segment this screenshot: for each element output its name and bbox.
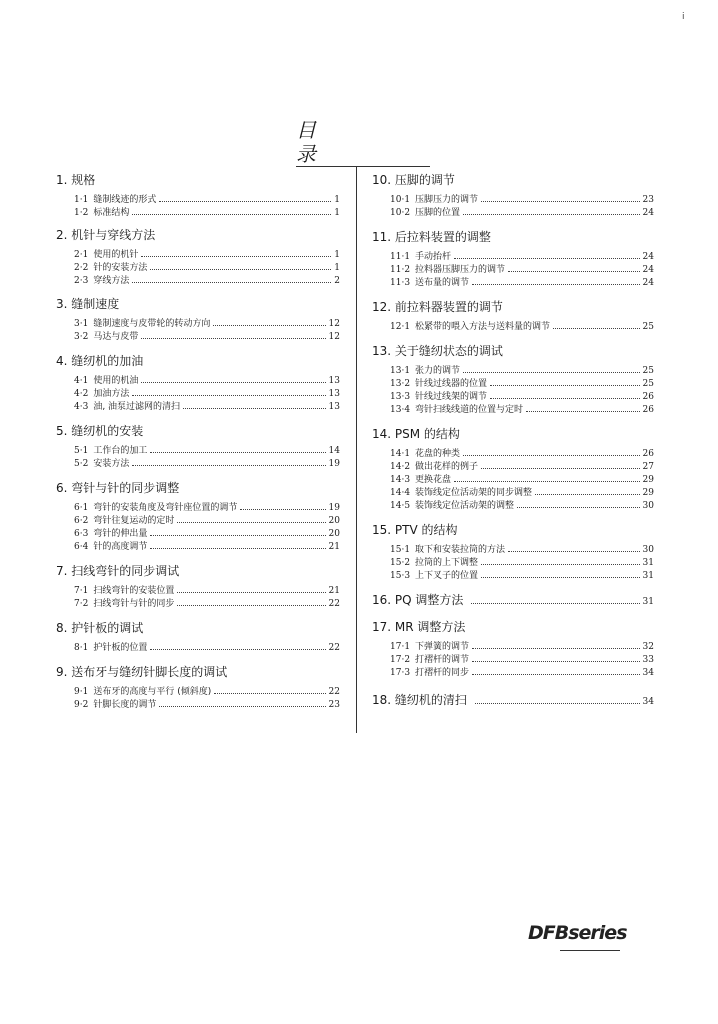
entry-number: 7·2: [74, 599, 89, 609]
toc-section: [372, 172, 654, 220]
toc-section: [372, 522, 654, 583]
dot-leader: [150, 452, 325, 453]
entry-title: 取下和安装拉筒的方法: [415, 545, 506, 555]
toc-section: [56, 296, 340, 344]
toc-section: [372, 229, 654, 290]
entry-number: 6·2: [74, 516, 89, 526]
column-divider: [356, 166, 357, 733]
toc-entry[interactable]: [56, 318, 340, 331]
toc-section-heading: 17. MR 调整方法: [372, 620, 466, 634]
dot-leader: [132, 282, 331, 283]
entry-number: 15·2: [390, 558, 411, 568]
dot-leader: [214, 693, 325, 694]
logo-underline: [560, 950, 620, 951]
entry-number: 17·1: [390, 642, 411, 652]
entry-number: 10·1: [390, 195, 411, 205]
toc-entry[interactable]: [56, 598, 340, 611]
entry-title: 针的安装方法: [93, 263, 148, 273]
toc-section: [56, 563, 340, 611]
toc-entry[interactable]: [372, 654, 654, 667]
entry-number: 5·2: [74, 459, 89, 469]
entry-number: 9·2: [74, 700, 89, 710]
page-number: 30: [642, 501, 654, 511]
toc-entry[interactable]: [56, 541, 340, 554]
entry-number: 11·1: [390, 252, 411, 262]
dot-leader: [141, 338, 325, 339]
entry-title: 针的高度调节: [93, 542, 148, 552]
toc-left-column: [56, 172, 340, 712]
page-number: 19: [328, 503, 340, 513]
page-number: 13: [328, 389, 340, 399]
entry-number: 4·2: [74, 389, 89, 399]
page-number: 12: [328, 332, 340, 342]
toc-entry[interactable]: [372, 207, 654, 220]
toc-entry[interactable]: [56, 686, 340, 699]
dot-leader: [481, 577, 639, 578]
dot-leader: [454, 258, 639, 259]
dot-leader: [463, 214, 639, 215]
toc-entry[interactable]: [372, 321, 654, 334]
toc-entry[interactable]: [372, 448, 654, 461]
entry-title: 拉筒的上下调整: [415, 558, 479, 568]
toc-section: [56, 423, 340, 471]
toc-entry[interactable]: [372, 487, 654, 500]
entry-title: 油, 油泵过滤网的清扫: [93, 402, 181, 412]
dot-leader: [132, 214, 331, 215]
entry-title: 扫线弯针的安装位置: [93, 586, 175, 596]
entry-title: 上下叉子的位置: [415, 571, 479, 581]
page-number: 26: [642, 449, 654, 459]
toc-entry[interactable]: [56, 502, 340, 515]
toc-entry[interactable]: [372, 570, 654, 583]
dot-leader: [150, 548, 325, 549]
page-number: 27: [642, 462, 654, 472]
entry-number: 3·1: [74, 319, 89, 329]
toc-section: [372, 426, 654, 513]
dot-leader: [159, 201, 331, 202]
toc-section: [372, 299, 654, 334]
dot-leader: [481, 564, 639, 565]
toc-entry[interactable]: [372, 391, 654, 404]
page-number: 34: [642, 668, 654, 678]
dot-leader: [472, 648, 639, 649]
page-number: 21: [328, 542, 340, 552]
dot-leader: [475, 703, 640, 704]
toc-section: [372, 692, 654, 710]
toc-entry[interactable]: [372, 461, 654, 474]
page-number: 23: [328, 700, 340, 710]
toc-entry[interactable]: [372, 277, 654, 290]
page-number: 29: [642, 488, 654, 498]
page-number: 24: [642, 208, 654, 218]
page-number: 14: [328, 446, 340, 456]
dot-leader: [177, 592, 325, 593]
entry-title: 拉料器压脚压力的调节: [415, 265, 506, 275]
toc-entry[interactable]: [372, 474, 654, 487]
dot-leader: [535, 494, 639, 495]
entry-number: 12·1: [390, 322, 411, 332]
entry-title: 下弹簧的调节: [415, 642, 470, 652]
page-number: 2: [334, 276, 340, 286]
entry-title: 缝制线迹的形式: [93, 195, 157, 205]
toc-entry[interactable]: [56, 275, 340, 288]
entry-number: 13·1: [390, 366, 411, 376]
toc-section-heading: 4. 缝纫机的加油: [56, 354, 144, 368]
toc-entry[interactable]: [56, 207, 340, 220]
entry-number: 14·4: [390, 488, 411, 498]
toc-section: [56, 353, 340, 414]
entry-title: 弯针的伸出量: [93, 529, 148, 539]
dot-leader: [517, 507, 639, 508]
page-number: 24: [642, 252, 654, 262]
toc-section-heading: 2. 机针与穿线方法: [56, 228, 156, 242]
dot-leader: [132, 395, 325, 396]
toc-entry[interactable]: [56, 445, 340, 458]
entry-title: 做出花样的例子: [415, 462, 479, 472]
entry-number: 4·3: [74, 402, 89, 412]
dot-leader: [213, 325, 325, 326]
toc-section-heading: 15. PTV 的结构: [372, 523, 458, 537]
dot-leader: [177, 605, 325, 606]
toc-section-heading: 13. 关于缝纫状态的调试: [372, 344, 503, 358]
page-number: 12: [328, 319, 340, 329]
entry-number: 14·1: [390, 449, 411, 459]
page-number: 20: [328, 529, 340, 539]
dot-leader: [553, 328, 639, 329]
page-number: 1: [334, 250, 340, 260]
toc-entry[interactable]: [372, 667, 654, 680]
entry-title: 扫线弯针与针的同步: [93, 599, 175, 609]
dot-leader: [490, 385, 639, 386]
page-number: 25: [642, 366, 654, 376]
entry-title: 压脚压力的调节: [415, 195, 479, 205]
dot-leader: [141, 256, 331, 257]
page-number: 26: [642, 405, 654, 415]
page-number: 19: [328, 459, 340, 469]
toc-section-heading: 10. 压脚的调节: [372, 173, 455, 187]
entry-number: 6·3: [74, 529, 89, 539]
entry-number: 1·2: [74, 208, 89, 218]
entry-title: 花盘的种类: [415, 449, 461, 459]
page-number: 26: [642, 392, 654, 402]
toc-section-heading: 9. 送布牙与缝纫针脚长度的调试: [56, 665, 228, 679]
entry-number: 14·5: [390, 501, 411, 511]
entry-title: 打褶杆的同步: [415, 668, 470, 678]
toc-entry[interactable]: [56, 249, 340, 262]
dot-leader: [454, 481, 639, 482]
entry-title: 装饰线定位活动架的调整: [415, 501, 515, 511]
toc-section-heading: 11. 后拉料装置的调整: [372, 230, 491, 244]
toc-entry[interactable]: [56, 699, 340, 712]
toc-entry[interactable]: [56, 458, 340, 471]
dot-leader: [508, 271, 639, 272]
toc-section: [56, 480, 340, 554]
toc-section: [56, 620, 340, 655]
entry-title: 弯针往复运动的定时: [93, 516, 175, 526]
page-number: 22: [328, 643, 340, 653]
dot-leader: [481, 468, 639, 469]
dot-leader: [132, 465, 325, 466]
toc-entry[interactable]: [56, 528, 340, 541]
toc-section-heading: 16. PQ 调整方法: [372, 593, 464, 607]
toc-entry[interactable]: [372, 404, 654, 417]
entry-number: 15·1: [390, 545, 411, 555]
page-number: 33: [642, 655, 654, 665]
toc-section-heading: 8. 护针板的调试: [56, 621, 144, 635]
entry-title: 标准结构: [93, 208, 130, 218]
toc-section-heading: 3. 缝制速度: [56, 297, 120, 311]
entry-title: 马达与皮带: [93, 332, 139, 342]
page-number: 13: [328, 376, 340, 386]
dot-leader: [508, 551, 639, 552]
entry-title: 手动抬杆: [415, 252, 452, 262]
page-number: 31: [642, 558, 654, 568]
entry-number: 14·2: [390, 462, 411, 472]
page-number: 24: [642, 278, 654, 288]
entry-title: 加油方法: [93, 389, 130, 399]
toc-section: [372, 592, 654, 610]
toc-entry[interactable]: [56, 375, 340, 388]
entry-title: 弯针扫线线道的位置与定时: [415, 405, 524, 415]
entry-number: 7·1: [74, 586, 89, 596]
page-number: 32: [642, 642, 654, 652]
page-number: 21: [328, 586, 340, 596]
dot-leader: [472, 284, 639, 285]
page-title: 目 录: [296, 118, 430, 167]
toc-entry[interactable]: [372, 500, 654, 513]
toc-section-heading: 1. 规格: [56, 173, 96, 187]
dot-leader: [481, 201, 639, 202]
toc-entry[interactable]: [56, 262, 340, 275]
entry-number: 13·3: [390, 392, 411, 402]
dot-leader: [150, 269, 331, 270]
toc-entry[interactable]: [372, 641, 654, 654]
entry-number: 1·1: [74, 195, 89, 205]
entry-number: 15·3: [390, 571, 411, 581]
toc-section: [372, 619, 654, 680]
toc-section-heading: 18. 缝纫机的清扫: [372, 693, 467, 707]
entry-number: 10·2: [390, 208, 411, 218]
entry-title: 护针板的位置: [93, 643, 148, 653]
toc-entry[interactable]: [56, 585, 340, 598]
entry-title: 针线过线器的位置: [415, 379, 488, 389]
page-number: 1: [334, 208, 340, 218]
dot-leader: [490, 398, 639, 399]
dfb-series-logo: DFBseries: [528, 922, 627, 944]
dot-leader: [141, 382, 325, 383]
toc-section-heading: 14. PSM 的结构: [372, 427, 460, 441]
toc-right-column: [372, 172, 654, 710]
toc-entry[interactable]: [372, 365, 654, 378]
toc-entry[interactable]: [56, 642, 340, 655]
page-number: 34: [642, 697, 654, 707]
entry-number: 13·4: [390, 405, 411, 415]
dot-leader: [177, 522, 325, 523]
page-number: 25: [642, 379, 654, 389]
toc-section-heading: 7. 扫线弯针的同步调试: [56, 564, 180, 578]
page-number: 22: [328, 599, 340, 609]
page-number: 25: [642, 322, 654, 332]
entry-title: 打褶杆的调节: [415, 655, 470, 665]
page-number: 20: [328, 516, 340, 526]
entry-title: 针线过线架的调节: [415, 392, 488, 402]
toc-entry[interactable]: [372, 557, 654, 570]
page-number: 29: [642, 475, 654, 485]
toc-entry[interactable]: [56, 194, 340, 207]
toc-section: [56, 172, 340, 220]
entry-title: 松紧带的喂入方法与送料量的调节: [415, 322, 551, 332]
page-number: 30: [642, 545, 654, 555]
entry-title: 安装方法: [93, 459, 130, 469]
entry-title: 工作台的加工: [93, 446, 148, 456]
entry-title: 使用的机针: [93, 250, 139, 260]
entry-number: 17·2: [390, 655, 411, 665]
entry-number: 13·2: [390, 379, 411, 389]
toc-section-heading-entry[interactable]: [372, 692, 654, 710]
toc-entry[interactable]: [372, 251, 654, 264]
dot-leader: [150, 535, 325, 536]
entry-title: 压脚的位置: [415, 208, 461, 218]
page-number: 31: [642, 571, 654, 581]
entry-number: 17·3: [390, 668, 411, 678]
dot-leader: [150, 649, 325, 650]
toc-entry[interactable]: [372, 378, 654, 391]
entry-title: 送布量的调节: [415, 278, 470, 288]
toc-entry[interactable]: [56, 331, 340, 344]
toc-section-heading: 12. 前拉料器装置的调节: [372, 300, 503, 314]
entry-number: 11·3: [390, 278, 411, 288]
toc-entry[interactable]: [56, 388, 340, 401]
toc-section: [56, 664, 340, 712]
entry-number: 2·3: [74, 276, 89, 286]
page-number: 23: [642, 195, 654, 205]
toc-entry[interactable]: [56, 515, 340, 528]
toc-section: [56, 227, 340, 288]
page-number: 13: [328, 402, 340, 412]
entry-title: 穿线方法: [93, 276, 130, 286]
toc-entry[interactable]: [56, 401, 340, 414]
page-corner-mark: i: [682, 12, 685, 22]
page-number: 31: [642, 597, 654, 607]
entry-number: 9·1: [74, 687, 89, 697]
entry-title: 使用的机油: [93, 376, 139, 386]
entry-title: 弯针的安装角度及弯针座位置的调节: [93, 503, 238, 513]
entry-title: 张力的调节: [415, 366, 461, 376]
entry-number: 14·3: [390, 475, 411, 485]
dot-leader: [471, 603, 639, 604]
dot-leader: [526, 411, 639, 412]
dot-leader: [463, 455, 639, 456]
dot-leader: [472, 661, 639, 662]
page-number: 1: [334, 263, 340, 273]
entry-number: 2·2: [74, 263, 89, 273]
entry-number: 6·4: [74, 542, 89, 552]
entry-title: 针脚长度的调节: [93, 700, 157, 710]
page-number: 24: [642, 265, 654, 275]
dot-leader: [183, 408, 325, 409]
toc-section-heading: 5. 缝纫机的安装: [56, 424, 144, 438]
dot-leader: [472, 674, 639, 675]
entry-number: 6·1: [74, 503, 89, 513]
toc-entry[interactable]: [372, 194, 654, 207]
entry-title: 缝制速度与皮带轮的转动方向: [93, 319, 211, 329]
entry-number: 5·1: [74, 446, 89, 456]
entry-number: 2·1: [74, 250, 89, 260]
entry-title: 送布牙的高度与平行 (倾斜度): [93, 687, 212, 697]
page-number: 1: [334, 195, 340, 205]
entry-number: 4·1: [74, 376, 89, 386]
dot-leader: [240, 509, 325, 510]
entry-title: 更换花盘: [415, 475, 452, 485]
dot-leader: [159, 706, 325, 707]
page-number: 22: [328, 687, 340, 697]
dot-leader: [463, 372, 639, 373]
toc-section: [372, 343, 654, 417]
toc-section-heading: 6. 弯针与针的同步调整: [56, 481, 180, 495]
entry-number: 8·1: [74, 643, 89, 653]
toc-section-heading-entry[interactable]: [372, 592, 654, 610]
entry-title: 装饰线定位活动架的同步调整: [415, 488, 533, 498]
toc-entry[interactable]: [372, 264, 654, 277]
entry-number: 11·2: [390, 265, 411, 275]
toc-entry[interactable]: [372, 544, 654, 557]
entry-number: 3·2: [74, 332, 89, 342]
